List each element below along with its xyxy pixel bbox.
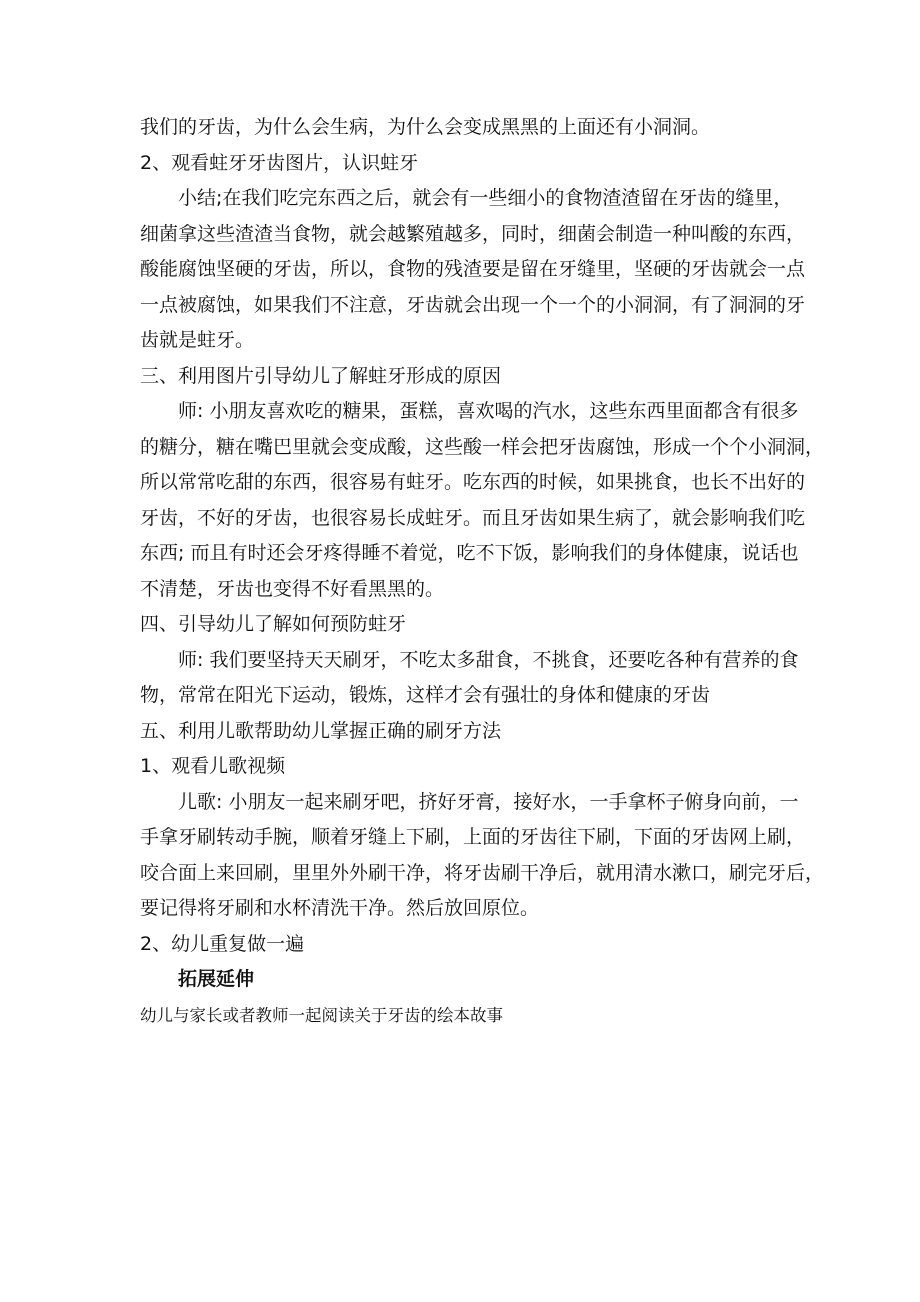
paragraph-line: 咬合面上来回刷，里里外外刷干净，将牙齿刷干净后，就用清水漱口，刷完牙后， <box>140 861 825 884</box>
paragraph-line: 酸能腐蚀坚硬的牙齿，所以，食物的残渣要是留在牙缝里，坚硬的牙齿就会一点 <box>140 258 806 280</box>
paragraph-line: 师: 小朋友喜欢吃的糖果，蛋糕，喜欢喝的汽水，这些东西里面都含有很多 <box>178 400 799 422</box>
extension-heading: 拓展延伸 <box>178 968 255 990</box>
extension-text: 幼儿与家长或者教师一起阅读关于牙齿的绘本故事 <box>140 1005 503 1025</box>
section-heading: 四、引导幼儿了解如何预防蛀牙 <box>140 613 407 635</box>
section-heading: 五、利用儿歌帮助幼儿掌握正确的刷牙方法 <box>140 719 502 742</box>
paragraph-line: 小结;在我们吃完东西之后，就会有一些细小的食物渣渣留在牙齿的缝里， <box>178 187 793 209</box>
paragraph-line: 的糖分，糖在嘴巴里就会变成酸，这些酸一样会把牙齿腐蚀，形成一个个小洞洞， <box>140 435 825 458</box>
paragraph-line: 手拿牙刷转动手腕，顺着牙缝上下刷，上面的牙齿往下刷，下面的牙齿网上刷， <box>140 826 806 848</box>
paragraph-line: 东西; 而且有时还会牙疼得睡不着觉，吃不下饭，影响我们的身体健康，说话也 <box>140 542 799 564</box>
subsection-heading: 2、幼儿重复做一遍 <box>140 932 305 955</box>
paragraph-line: 齿就是蛀牙。 <box>140 329 255 351</box>
paragraph-line: 要记得将牙刷和水杯清洗干净。然后放回原位。 <box>140 897 540 919</box>
paragraph-line: 儿歌: 小朋友一起来刷牙吧，挤好牙膏，接好水，一手拿杯子俯身向前，一 <box>178 790 799 813</box>
section-heading: 2、观看蛀牙牙齿图片，认识蛀牙 <box>140 151 419 174</box>
paragraph-line: 所以常常吃甜的东西，很容易有蛀牙。吃东西的时候，如果挑食，也长不出好的 <box>140 471 806 493</box>
paragraph-line: 不清楚，牙齿也变得不好看黑黑的。 <box>140 577 445 600</box>
section-heading: 三、利用图片引导幼儿了解蛀牙形成的原因 <box>140 364 502 387</box>
subsection-heading: 1、观看儿歌视频 <box>140 755 286 777</box>
paragraph-line: 一点被腐蚀，如果我们不注意，牙齿就会出现一个一个的小洞洞，有了洞洞的牙 <box>140 293 806 316</box>
paragraph-line: 牙齿，不好的牙齿，也很容易长成蛀牙。而且牙齿如果生病了，就会影响我们吃 <box>140 506 806 529</box>
paragraph-line: 物，常常在阳光下运动，锻炼，这样才会有强壮的身体和健康的牙齿 <box>140 684 711 706</box>
paragraph-line: 我们的牙齿，为什么会生病，为什么会变成黑黑的上面还有小洞洞。 <box>140 116 711 138</box>
paragraph-line: 细菌拿这些渣渣当食物，就会越繁殖越多，同时，细菌会制造一种叫酸的东西， <box>140 222 806 245</box>
paragraph-line: 师: 我们要坚持天天刷牙，不吃太多甜食，不挑食，还要吃各种有营养的食 <box>178 648 799 671</box>
document-page <box>140 110 825 1033</box>
